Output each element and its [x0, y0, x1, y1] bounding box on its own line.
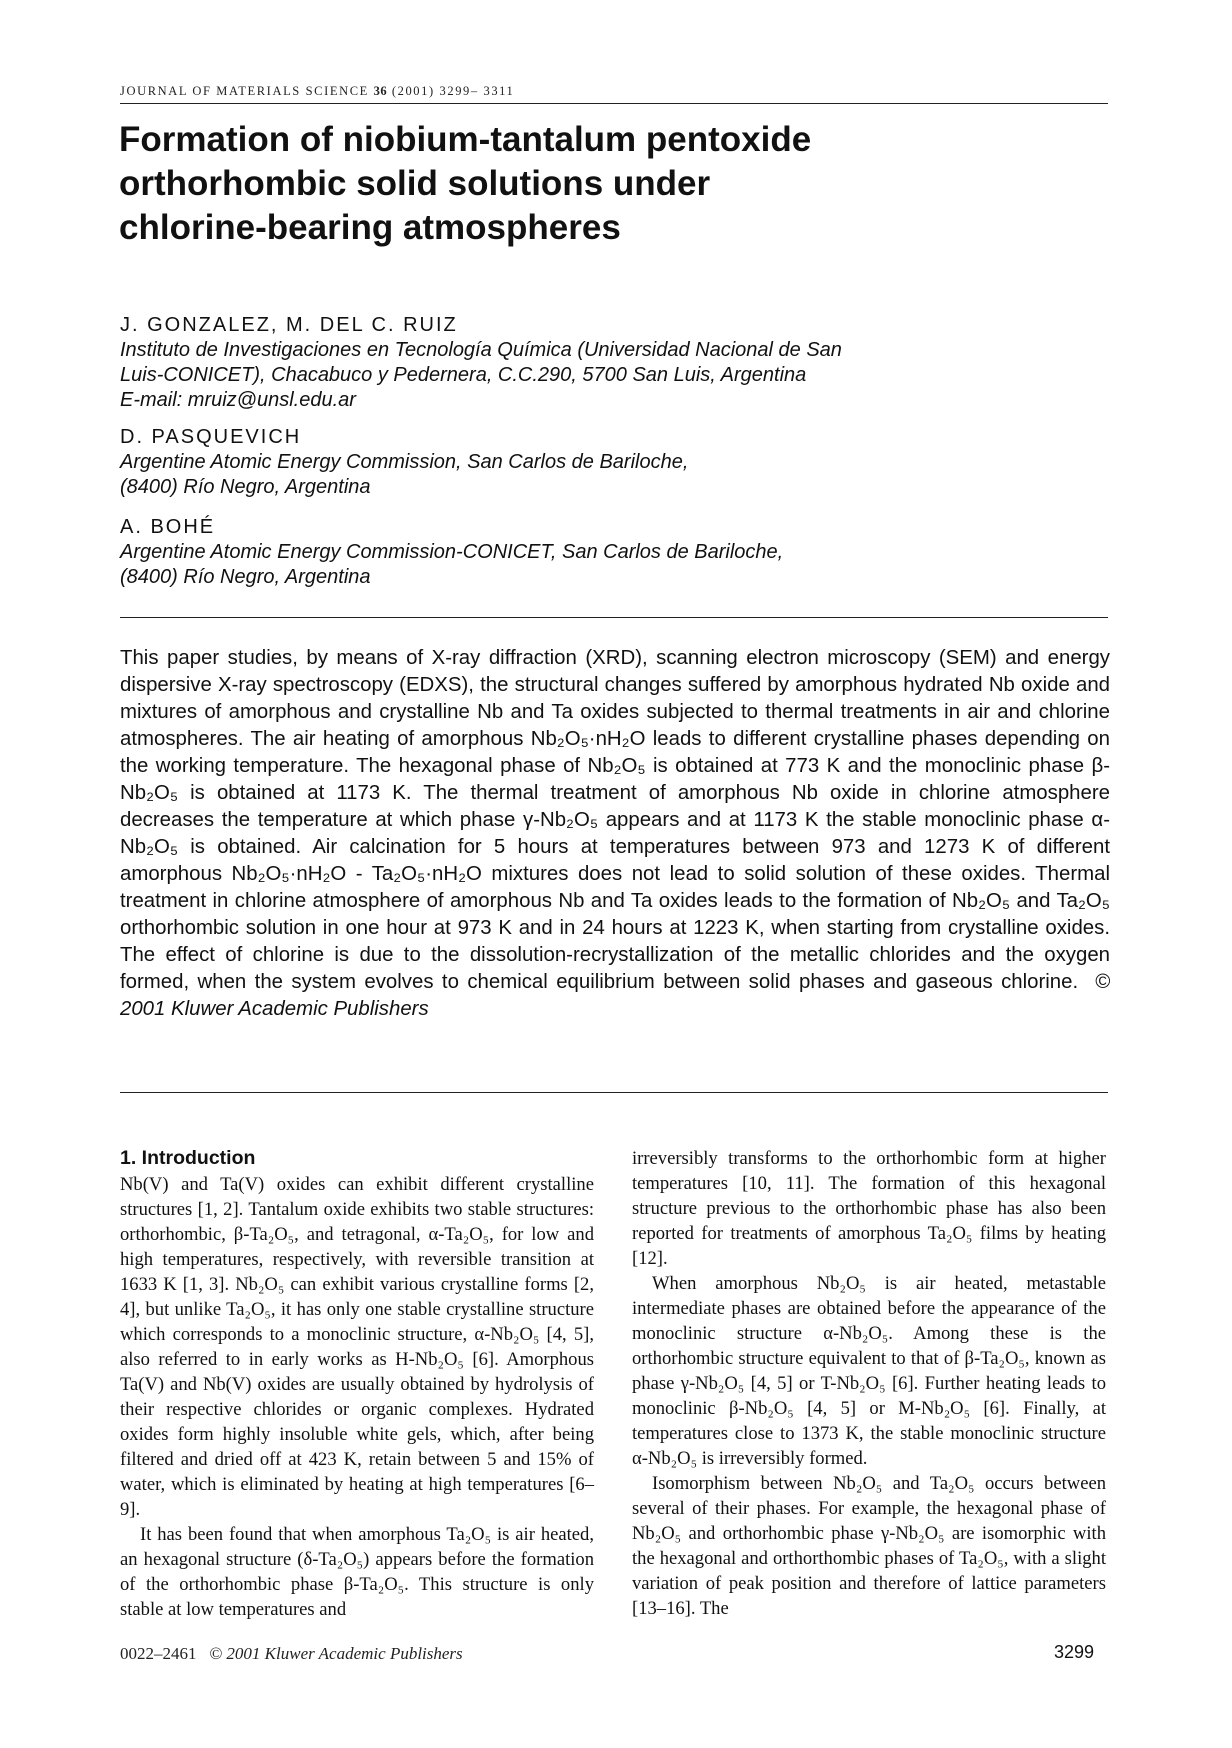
abstract [120, 645, 1110, 1023]
author-block-1 [120, 312, 1110, 413]
author-affiliation [120, 338, 1110, 413]
author-affiliation [120, 540, 1110, 590]
paper-title [119, 118, 1109, 250]
body-column-left [120, 1146, 594, 1622]
journal-volume: 36 [373, 84, 388, 98]
affiliation-line: Luis-CONICET), Chacabuco y Pedernera, C.C.290, 5700 San Luis, Argentina [120, 364, 807, 386]
body-paragraph: Nb(V) and Ta(V) oxides can exhibit different crystalline structures [1, 2]. Tantalum oxide exhibits two stable structures: orthorhombic, β-Ta₂O₅, and tetragonal, α-Ta₂O₅, for low and high temperatures, respectively, with reversible transition at 1633 K [1, 3]. Nb₂O₅ can exhibit various crystalline forms [2, 4], but unlike Ta₂O₅, it has only one stable crystalline structure which corresponds to a monoclinic structure, α-Nb₂O₅ [4, 5], also referred to in early works as H-Nb₂O₅ [6]. Amorphous Ta(V) and Nb(V) oxides are usually obtained by hydrolysis of their respective chlorides or organic complexes. Hydrated oxides form highly insoluble white gels, which, after being filtered and dried off at 423 K, retain between 5 and 15% of water, which is eliminated by heating at high temperatures [6–9]. [120, 1174, 594, 1520]
author-name: A. BOHÉ [120, 516, 216, 538]
journal-name: JOURNAL OF MATERIALS SCIENCE [120, 84, 369, 98]
affiliation-line: Argentine Atomic Energy Commission, San Carlos de Bariloche, [120, 451, 689, 473]
author-name: D. PASQUEVICH [120, 426, 302, 448]
footer-publisher: © 2001 Kluwer Academic Publishers [209, 1644, 463, 1663]
issn: 0022–2461 [120, 1644, 197, 1663]
page-number: 3299 [1054, 1642, 1095, 1662]
affiliation-line: (8400) Río Negro, Argentina [120, 566, 371, 588]
author-affiliation [120, 450, 1110, 500]
journal-year-pages: (2001) 3299– 3311 [391, 84, 515, 98]
title-line-1: Formation of niobium-tantalum pentoxide [119, 120, 812, 159]
affiliation-line: Instituto de Investigaciones en Tecnología Química (Universidad Nacional de San [120, 339, 842, 361]
body-paragraph: When amorphous Nb₂O₅ is air heated, metastable intermediate phases are obtained before the appearance of the monoclinic structure α-Nb₂O₅. Among these is the orthorhombic structure equivalent to that of β-Ta₂O₅, known as phase γ-Nb₂O₅ [4, 5] or T-Nb₂O₅ [6]. Further heating leads to monoclinic β-Nb₂O₅ [4, 5] or M-Nb₂O₅ [6]. Finally, at temperatures close to 1373 K, the stable monoclinic structure α-Nb₂O₅ is irreversibly formed. [632, 1273, 1106, 1469]
footer-left [120, 1644, 463, 1664]
title-line-2: orthorhombic solid solutions under [119, 164, 711, 203]
author-email: E-mail: mruiz@unsl.edu.ar [120, 389, 356, 411]
body-paragraph: It has been found that when amorphous Ta₂O₅ is air heated, an hexagonal structure (δ-Ta₂O₅) appears before the formation of the orthorhombic phase β-Ta₂O₅. This structure is only stable at low temperatures and [120, 1524, 594, 1620]
journal-header [120, 84, 1108, 104]
section-heading: 1. Introduction [120, 1147, 256, 1169]
affiliation-line: Argentine Atomic Energy Commission-CONICET, San Carlos de Bariloche, [120, 541, 784, 563]
author-block-3 [120, 514, 1110, 590]
abstract-text: This paper studies, by means of X-ray diffraction (XRD), scanning electron microscopy (SEM) and energy dispersive X-ray spectroscopy (EDXS), the structural changes suffered by amorphous hydrated Nb oxide and mixtures of amorphous and crystalline Nb and Ta oxides subjected to thermal treatments in air and chlorine atmospheres. The air heating of amorphous Nb₂O₅·nH₂O leads to different crystalline phases depending on the working temperature. The hexagonal phase of Nb₂O₅ is obtained at 773 K and the monoclinic phase β-Nb₂O₅ is obtained at 1173 K. The thermal treatment of amorphous Nb oxide in chlorine atmosphere decreases the temperature at which phase γ-Nb₂O₅ appears and at 1173 K the stable monoclinic phase α-Nb₂O₅ is obtained. Air calcination for 5 hours at temperatures between 973 and 1273 K of different amorphous Nb₂O₅·nH₂O - Ta₂O₅·nH₂O mixtures does not lead to solid solution of these oxides. Thermal treatment in chlorine atmosphere of amorphous Nb and Ta oxides leads to the formation of Nb₂O₅ and Ta₂O₅ orthorhombic solution in one hour at 973 K and in 24 hours at 1223 K, when starting from crystalline oxides. The effect of chlorine is due to the dissolution-recrystallization of the metallic chlorides and the oxygen formed, when the system evolves to chemical equilibrium between solid phases and gaseous chlorine. [120, 647, 1110, 993]
divider-below-abstract [120, 1092, 1108, 1093]
body-column-right [632, 1146, 1106, 1621]
author-block-2 [120, 424, 1110, 500]
body-paragraph: irreversibly transforms to the orthorhombic form at higher temperatures [10, 11]. The formation of this hexagonal structure previous to the orthorhombic phase has also been reported for treatments of amorphous Ta₂O₅ films by heating [12]. [632, 1148, 1106, 1269]
author-name: J. GONZALEZ, M. DEL C. RUIZ [120, 314, 458, 336]
body-paragraph: Isomorphism between Nb₂O₅ and Ta₂O₅ occurs between several of their phases. For example, the hexagonal phase of Nb₂O₅ and orthorhombic phase γ-Nb₂O₅ are isomorphic with the hexagonal and orthorthombic phases of Ta₂O₅, with a slight variation of peak position and therefore of lattice parameters [13–16]. The [632, 1473, 1106, 1619]
affiliation-line: (8400) Río Negro, Argentina [120, 476, 371, 498]
title-line-3: chlorine-bearing atmospheres [119, 208, 621, 247]
abstract-copyright: © 2001 Kluwer Academic Publishers [120, 971, 1110, 1020]
divider-above-abstract [120, 617, 1108, 618]
